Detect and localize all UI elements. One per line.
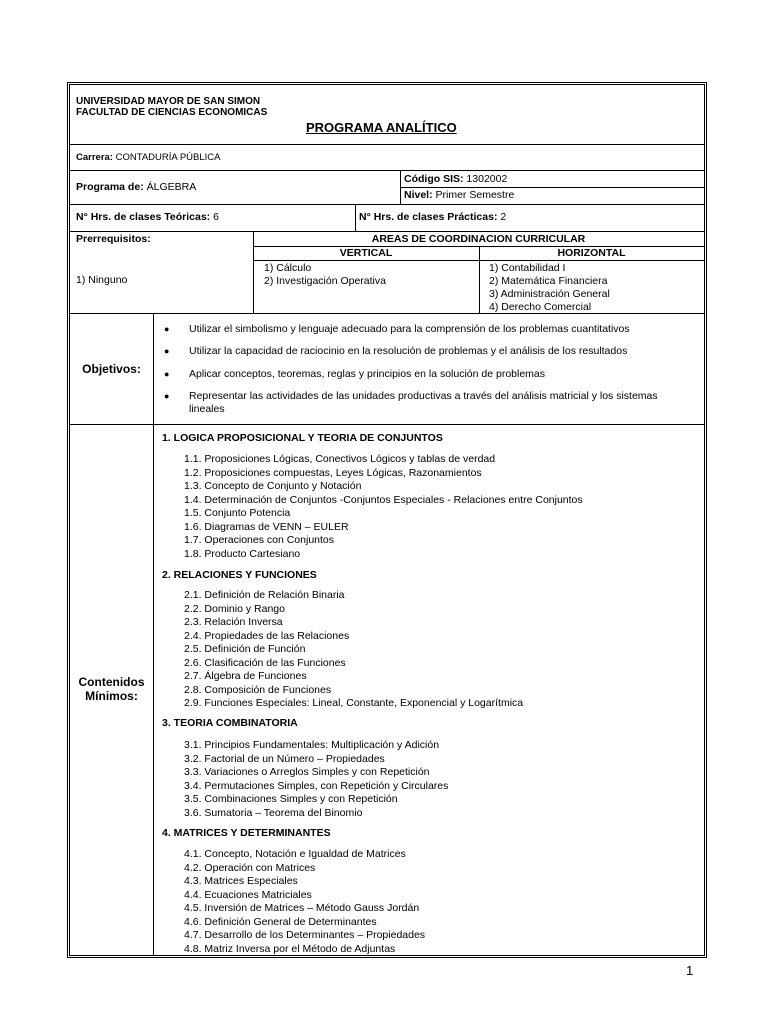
content-item: 4.8. Matriz Inversa por el Método de Adjuntas (184, 942, 396, 955)
vertical-item: 1) Cálculo (264, 262, 312, 274)
carrera-row (76, 151, 220, 164)
section-title: 3. TEORIA COMBINATORIA (162, 717, 298, 729)
content-item: 4.7. Desarrollo de los Determinantes – Propiedades (184, 929, 426, 941)
content-item: 2.6. Clasificación de las Funciones (184, 656, 346, 669)
contenidos-label: Mínimos: (85, 689, 138, 703)
content-item: 2.3. Relación Inversa (184, 616, 283, 628)
teoricas-row (76, 211, 219, 224)
objetivo-item-continuation: lineales (189, 403, 225, 415)
contenidos-label: Contenidos (78, 675, 145, 689)
prereq-label: Prerrequisitos: (76, 233, 151, 245)
content-item: 2.7. Álgebra de Funciones (184, 670, 307, 682)
section-items (184, 589, 523, 711)
content-item: 1.3. Concepto de Conjunto y Notación (184, 480, 362, 492)
content-item: 3.5. Combinaciones Simples y con Repetición (184, 793, 398, 805)
objetivo-item: Utilizar la capacidad de raciocinio en la resolución de problemas y el análisis de los resultados (189, 345, 628, 357)
horizontal-item: 1) Contabilidad I (489, 262, 566, 274)
carrera-value: CONTADURÍA PÚBLICA (115, 152, 221, 163)
content-item: 1.2. Proposiciones compuestas, Leyes Lógicas, Razonamientos (184, 466, 482, 479)
objetivo-item: Representar las actividades de las unidades productivas a través del análisis matricial y los sistemas (189, 390, 658, 402)
rule (355, 204, 356, 231)
page-number: 1 (686, 963, 694, 978)
content-item: 3.2. Factorial de un Número – Propiedades (184, 752, 385, 765)
nivel-row (404, 189, 514, 202)
horizontal-item: 2) Matemática Financiera (489, 275, 608, 287)
university-name: UNIVERSIDAD MAYOR DE SAN SIMON (76, 96, 261, 107)
horizontal-item: 4) Derecho Comercial (489, 301, 592, 313)
rule (70, 204, 704, 205)
programa-value: ÁLGEBRA (146, 181, 197, 193)
content-item: 2.1. Definición de Relación Binaria (184, 589, 345, 601)
content-item: 3.3. Variaciones o Arreglos Simples y con Repetición (184, 766, 430, 778)
horizontal-item: 3) Administración General (489, 288, 610, 300)
content-item: 4.2. Operación con Matrices (184, 861, 316, 874)
content-item: 2.5. Definición de Función (184, 643, 306, 655)
programa-label: Programa de: (76, 181, 144, 193)
rule (70, 170, 704, 171)
bullet-icon: ● (164, 324, 170, 334)
content-item: 4.6. Definición General de Determinantes (184, 915, 377, 928)
page-title: PROGRAMA ANALÍTICO (306, 120, 457, 135)
content-item: 1.8. Producto Cartesiano (184, 547, 301, 560)
teoricas-label: N° Hrs. de clases Teóricas: (76, 211, 211, 223)
content-item: 3.6. Sumatoria – Teorema del Binomio (184, 806, 363, 819)
content-item: 4.3. Matrices Especiales (184, 875, 298, 887)
prereq-item: 1) Ninguno (76, 274, 128, 286)
rule (70, 231, 704, 232)
objetivo-item: Aplicar conceptos, teoremas, reglas y principios en la solución de problemas (189, 368, 546, 380)
content-item: 3.4. Permutaciones Simples, con Repetición y Circulares (184, 779, 449, 792)
practicas-label: N° Hrs. de clases Prácticas: (359, 211, 498, 223)
programa-row (76, 181, 196, 194)
areas-title: AREAS DE COORDINACION CURRICULAR (371, 233, 586, 245)
section-title: 2. RELACIONES Y FUNCIONES (162, 569, 317, 581)
content-item: 2.9. Funciones Especiales: Lineal, Constante, Exponencial y Logarítmica (184, 697, 524, 709)
bullet-icon: ● (164, 391, 170, 401)
carrera-label: Carrera: (76, 152, 113, 163)
rule (70, 144, 704, 145)
practicas-value: 2 (500, 211, 507, 223)
horizontal-title: HORIZONTAL (557, 247, 626, 259)
content-item: 1.4. Determinación de Conjuntos -Conjuntos Especiales - Relaciones entre Conjuntos (184, 493, 583, 506)
codigo-label: Código SIS: (404, 173, 464, 185)
bullet-icon: ● (164, 369, 170, 379)
section-title: 1. LOGICA PROPOSICIONAL Y TEORIA DE CONJUNTOS (162, 432, 443, 444)
codigo-value: 1302002 (466, 173, 508, 185)
vertical-item: 2) Investigación Operativa (264, 275, 386, 287)
rule (153, 313, 154, 956)
codigo-row (404, 173, 507, 186)
section-items (184, 453, 583, 561)
rule (70, 313, 704, 314)
teoricas-value: 6 (213, 211, 219, 223)
faculty-name: FACULTAD DE CIENCIAS ECONOMICAS (76, 107, 268, 118)
nivel-value: Primer Semestre (435, 189, 515, 201)
content-item: 2.4. Propiedades de las Relaciones (184, 629, 350, 642)
section-items (184, 739, 448, 820)
bullet-icon: ● (164, 346, 170, 356)
objetivo-item: Utilizar el simbolismo y lenguaje adecuado para la comprensión de los problemas cuantitativos (189, 323, 630, 335)
content-item: 1.5. Conjunto Potencia (184, 507, 291, 519)
content-item: 3.1. Principios Fundamentales: Multiplicación y Adición (184, 739, 440, 751)
section-title: 4. MATRICES Y DETERMINANTES (162, 827, 331, 839)
content-item: 2.8. Composición de Funciones (184, 683, 332, 696)
nivel-label: Nivel: (404, 189, 433, 201)
vertical-title: VERTICAL (339, 247, 393, 259)
content-item: 4.4. Ecuaciones Matriciales (184, 888, 312, 901)
content-item: 1.6. Diagramas de VENN – EULER (184, 520, 349, 533)
rule (70, 424, 704, 425)
rule (400, 170, 401, 204)
content-item: 2.2. Dominio y Rango (184, 602, 285, 615)
practicas-row (359, 211, 506, 224)
content-item: 1.1. Proposiciones Lógicas, Conectivos Lógicos y tablas de verdad (184, 453, 496, 465)
rule (400, 187, 704, 188)
content-item: 4.1. Concepto, Notación e Igualdad de Matrices (184, 848, 406, 860)
section-items (184, 848, 425, 956)
objetivos-label: Objetivos: (82, 362, 141, 376)
content-item: 1.7. Operaciones con Conjuntos (184, 534, 335, 546)
content-item: 4.5. Inversión de Matrices – Método Gauss Jordán (184, 902, 420, 914)
